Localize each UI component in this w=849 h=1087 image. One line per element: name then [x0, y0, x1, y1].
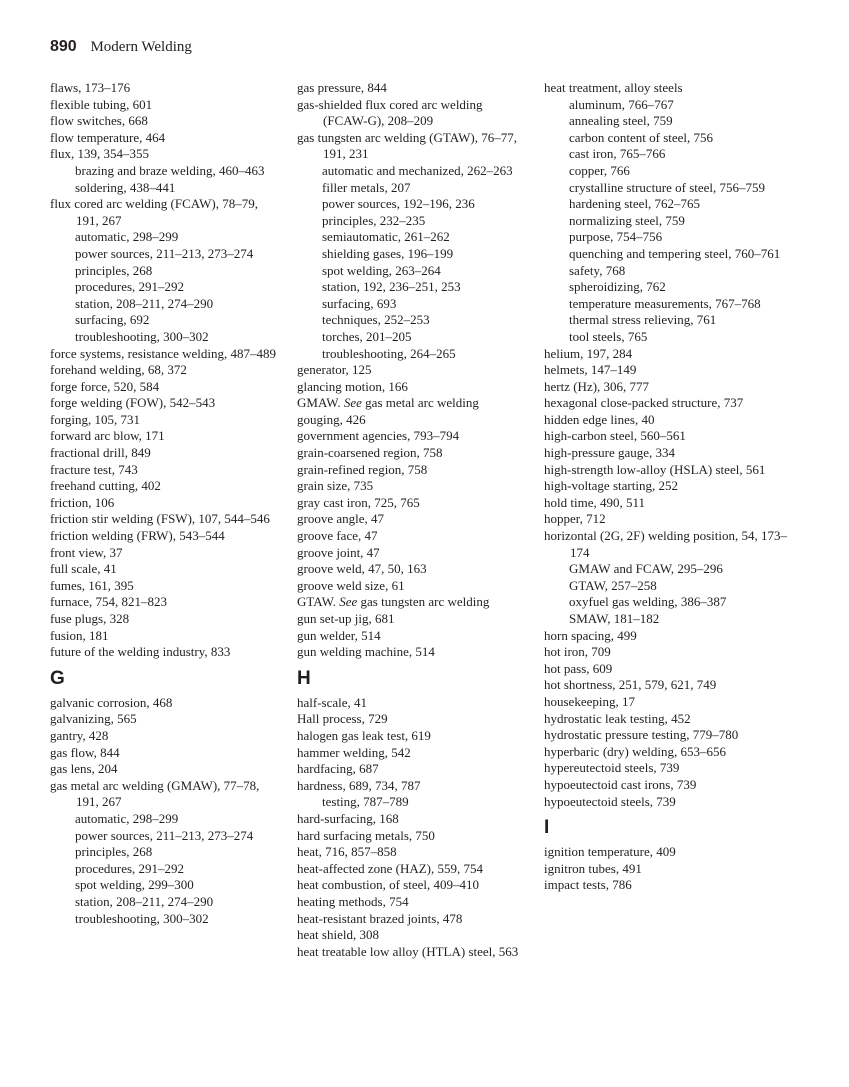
index-subentry: station, 208–211, 274–290 — [75, 295, 214, 311]
index-subentry: troubleshooting, 264–265 — [322, 345, 456, 361]
index-entry: hopper, 712 — [544, 511, 606, 527]
index-entry: hidden edge lines, 40 — [544, 411, 655, 427]
index-entry: horn spacing, 499 — [544, 627, 637, 643]
index-subentry: surfacing, 693 — [322, 295, 397, 311]
index-entry: hexagonal close-packed structure, 737 — [544, 395, 744, 411]
index-entry: groove face, 47 — [297, 528, 378, 544]
index-entry: heat combustion, of steel, 409–410 — [297, 877, 479, 893]
index-subentry: thermal stress relieving, 761 — [569, 312, 717, 328]
index-subentry: quenching and tempering steel, 760–761 — [569, 245, 781, 261]
index-subentry: normalizing steel, 759 — [569, 212, 685, 228]
index-entry: high-carbon steel, 560–561 — [544, 428, 686, 444]
index-subentry: annealing steel, 759 — [569, 113, 673, 129]
page-number: 890 — [50, 38, 77, 55]
index-subentry: testing, 787–789 — [322, 794, 409, 810]
index-subentry: station, 208–211, 274–290 — [75, 893, 214, 909]
index-subentry: principles, 232–235 — [322, 212, 426, 228]
index-entry: ignitron tubes, 491 — [544, 860, 642, 876]
index-entry: hot pass, 609 — [544, 660, 613, 676]
index-entry: flexible tubing, 601 — [50, 96, 153, 112]
index-entry: groove angle, 47 — [297, 511, 385, 527]
index-letter-heading: H — [297, 667, 311, 689]
index-subentry: procedures, 291–292 — [75, 860, 185, 876]
index-entry: groove weld, 47, 50, 163 — [297, 561, 427, 577]
index-subentry: principles, 268 — [75, 844, 153, 860]
index-entry: hot shortness, 251, 579, 621, 749 — [544, 677, 717, 693]
index-entry: hard-surfacing, 168 — [297, 810, 399, 826]
index-subentry: brazing and braze welding, 460–463 — [75, 162, 265, 178]
book-title: Modern Welding — [90, 39, 192, 55]
index-entry: gun welder, 514 — [297, 627, 381, 643]
index-subentry: torches, 201–205 — [322, 328, 412, 344]
index-entry: groove weld size, 61 — [297, 577, 405, 593]
see-reference: See — [339, 594, 358, 610]
index-entry: gray cast iron, 725, 765 — [297, 494, 420, 510]
index-entry: hardness, 689, 734, 787 — [297, 777, 421, 793]
index-subentry: copper, 766 — [569, 162, 630, 178]
index-entry: full scale, 41 — [50, 561, 117, 577]
index-entry: groove joint, 47 — [297, 544, 380, 560]
index-entry: heat treatment, alloy steels — [544, 80, 683, 95]
index-entry: heat shield, 308 — [297, 927, 379, 943]
index-subentry: station, 192, 236–251, 253 — [322, 279, 461, 295]
index-entry: forging, 105, 731 — [50, 411, 141, 427]
index-entry: heating methods, 754 — [297, 893, 409, 909]
index-entry: gun set-up jig, 681 — [297, 611, 395, 626]
index-subentry: spot welding, 263–264 — [322, 262, 441, 278]
index-entry: friction, 106 — [50, 494, 115, 510]
index-subentry: troubleshooting, 300–302 — [75, 910, 209, 926]
index-entry: hydrostatic leak testing, 452 — [544, 710, 691, 726]
index-entry: forehand welding, 68, 372 — [50, 362, 187, 378]
index-entry: gas lens, 204 — [50, 761, 118, 777]
index-entry: gas-shielded flux cored arc welding (FCAW-G), 208–209 — [297, 96, 483, 129]
index-entry: forge force, 520, 584 — [50, 378, 160, 394]
index-entry: glancing motion, 166 — [297, 378, 408, 394]
index-entry: galvanic corrosion, 468 — [50, 694, 173, 710]
index-subentry: shielding gases, 196–199 — [322, 245, 454, 261]
index-column-1 — [50, 80, 282, 927]
index-entry: half-scale, 41 — [297, 694, 368, 710]
index-entry: flux cored arc welding (FCAW), 78–79, 191, 267 — [50, 196, 258, 228]
index-entry: hardfacing, 687 — [297, 761, 379, 777]
index-subentry: soldering, 438–441 — [75, 179, 176, 195]
index-entry: fusion, 181 — [50, 627, 109, 643]
index-entry: future of the welding industry, 833 — [50, 644, 231, 660]
index-subentry: carbon content of steel, 756 — [569, 129, 714, 145]
index-entry: housekeeping, 17 — [544, 693, 635, 709]
index-column-2 — [297, 80, 529, 960]
index-entry: forge welding (FOW), 542–543 — [50, 395, 216, 411]
index-entry: hypoeutectoid steels, 739 — [544, 793, 676, 809]
index-entry: gun welding machine, 514 — [297, 644, 435, 660]
index-entry: gas tungsten arc welding (GTAW), 76–77, 191, 231 — [297, 129, 517, 162]
index-subentry: techniques, 252–253 — [322, 312, 430, 328]
index-subentry: spot welding, 299–300 — [75, 877, 194, 893]
index-subentry: crystalline structure of steel, 756–759 — [569, 179, 766, 195]
index-entry: gantry, 428 — [50, 727, 109, 743]
index-subentry: procedures, 291–292 — [75, 279, 185, 295]
index-subentry: hardening steel, 762–765 — [569, 196, 701, 212]
index-entry: gas pressure, 844 — [297, 80, 387, 95]
index-subentry: purpose, 754–756 — [569, 229, 663, 245]
index-entry: hot iron, 709 — [544, 644, 611, 660]
index-subentry: spheroidizing, 762 — [569, 279, 666, 295]
index-entry: gas metal arc welding (GMAW), 77–78, 191, 267 — [50, 777, 260, 810]
index-entry: helium, 197, 284 — [544, 345, 633, 361]
index-subentry: principles, 268 — [75, 262, 153, 278]
index-entry: forward arc blow, 171 — [50, 428, 165, 444]
index-entry: heat-affected zone (HAZ), 559, 754 — [297, 860, 484, 876]
index-entry: horizontal (2G, 2F) welding position, 54, 173–174 — [544, 528, 788, 560]
index-entry — [297, 594, 529, 611]
index-entry: fumes, 161, 395 — [50, 577, 134, 593]
index-subentry: automatic, 298–299 — [75, 810, 179, 826]
index-entry: generator, 125 — [297, 362, 372, 378]
index-entry: hypereutectoid steels, 739 — [544, 760, 680, 776]
index-entry: flow temperature, 464 — [50, 129, 166, 145]
index-subentry: safety, 768 — [569, 262, 626, 278]
index-entry: government agencies, 793–794 — [297, 428, 460, 444]
index-entry: hypoeutectoid cast irons, 739 — [544, 776, 697, 792]
index-subentry: surfacing, 692 — [75, 312, 150, 328]
index-entry: hold time, 490, 511 — [544, 494, 645, 510]
index-subentry: oxyfuel gas welding, 386–387 — [569, 594, 727, 610]
index-entry: friction stir welding (FSW), 107, 544–546 — [50, 511, 270, 527]
page-header — [50, 38, 192, 56]
index-entry: flaws, 173–176 — [50, 80, 131, 95]
index-letter-heading: G — [50, 667, 65, 689]
index-entry: gouging, 426 — [297, 411, 366, 427]
index-entry: hard surfacing metals, 750 — [297, 827, 435, 843]
index-entry: freehand cutting, 402 — [50, 478, 161, 494]
index-entry — [297, 395, 529, 412]
index-letter-heading: I — [544, 817, 550, 839]
index-entry: gas flow, 844 — [50, 744, 120, 760]
index-entry: hydrostatic pressure testing, 779–780 — [544, 727, 739, 743]
index-subentry: temperature measurements, 767–768 — [569, 295, 761, 311]
index-entry: grain size, 735 — [297, 478, 374, 494]
index-entry: hyperbaric (dry) welding, 653–656 — [544, 743, 726, 759]
index-entry: galvanizing, 565 — [50, 711, 137, 727]
index-entry: high-voltage starting, 252 — [544, 478, 678, 494]
entry-term: GTAW. — [297, 594, 340, 610]
index-entry: furnace, 754, 821–823 — [50, 594, 167, 610]
index-entry: heat-resistant brazed joints, 478 — [297, 910, 463, 926]
index-entry: helmets, 147–149 — [544, 362, 637, 378]
index-entry: hammer welding, 542 — [297, 744, 411, 760]
index-subentry: SMAW, 181–182 — [569, 611, 660, 626]
index-entry: force systems, resistance welding, 487–489 — [50, 345, 277, 361]
index-entry: grain-coarsened region, 758 — [297, 445, 443, 461]
see-reference: See — [343, 395, 362, 411]
index-subentry: GTAW, 257–258 — [569, 577, 657, 593]
index-entry: hertz (Hz), 306, 777 — [544, 378, 650, 394]
index-entry: flux, 139, 354–355 — [50, 146, 149, 162]
index-entry: high-pressure gauge, 334 — [544, 445, 676, 461]
index-entry: fractional drill, 849 — [50, 445, 151, 461]
index-entry: flow switches, 668 — [50, 113, 148, 129]
index-entry: fracture test, 743 — [50, 461, 138, 477]
index-column-3 — [544, 80, 794, 894]
index-subentry: tool steels, 765 — [569, 328, 648, 344]
cross-reference-target: gas tungsten arc welding — [357, 594, 490, 610]
index-subentry: cast iron, 765–766 — [569, 146, 666, 162]
index-subentry: troubleshooting, 300–302 — [75, 328, 209, 344]
index-entry: heat, 716, 857–858 — [297, 844, 397, 860]
index-entry: heat treatable low alloy (HTLA) steel, 563 — [297, 943, 519, 959]
index-entry: Hall process, 729 — [297, 711, 388, 727]
index-entry: halogen gas leak test, 619 — [297, 727, 431, 743]
index-subentry: semiautomatic, 261–262 — [322, 229, 450, 245]
index-subentry: power sources, 211–213, 273–274 — [75, 245, 254, 261]
index-subentry: power sources, 192–196, 236 — [322, 196, 475, 212]
cross-reference-target: gas metal arc welding — [361, 395, 479, 411]
index-subentry: power sources, 211–213, 273–274 — [75, 827, 254, 843]
index-entry: high-strength low-alloy (HSLA) steel, 561 — [544, 461, 766, 477]
index-subentry: automatic, 298–299 — [75, 229, 179, 245]
index-entry: grain-refined region, 758 — [297, 461, 428, 477]
index-entry: ignition temperature, 409 — [544, 844, 676, 860]
entry-term: GMAW. — [297, 395, 344, 411]
index-entry: fuse plugs, 328 — [50, 611, 130, 626]
index-entry: friction welding (FRW), 543–544 — [50, 528, 225, 544]
index-subentry: aluminum, 766–767 — [569, 96, 674, 112]
index-subentry: automatic and mechanized, 262–263 — [322, 162, 513, 178]
index-entry: impact tests, 786 — [544, 877, 632, 893]
index-subentry: filler metals, 207 — [322, 179, 411, 195]
index-subentry: GMAW and FCAW, 295–296 — [569, 561, 723, 577]
index-entry: front view, 37 — [50, 544, 123, 560]
